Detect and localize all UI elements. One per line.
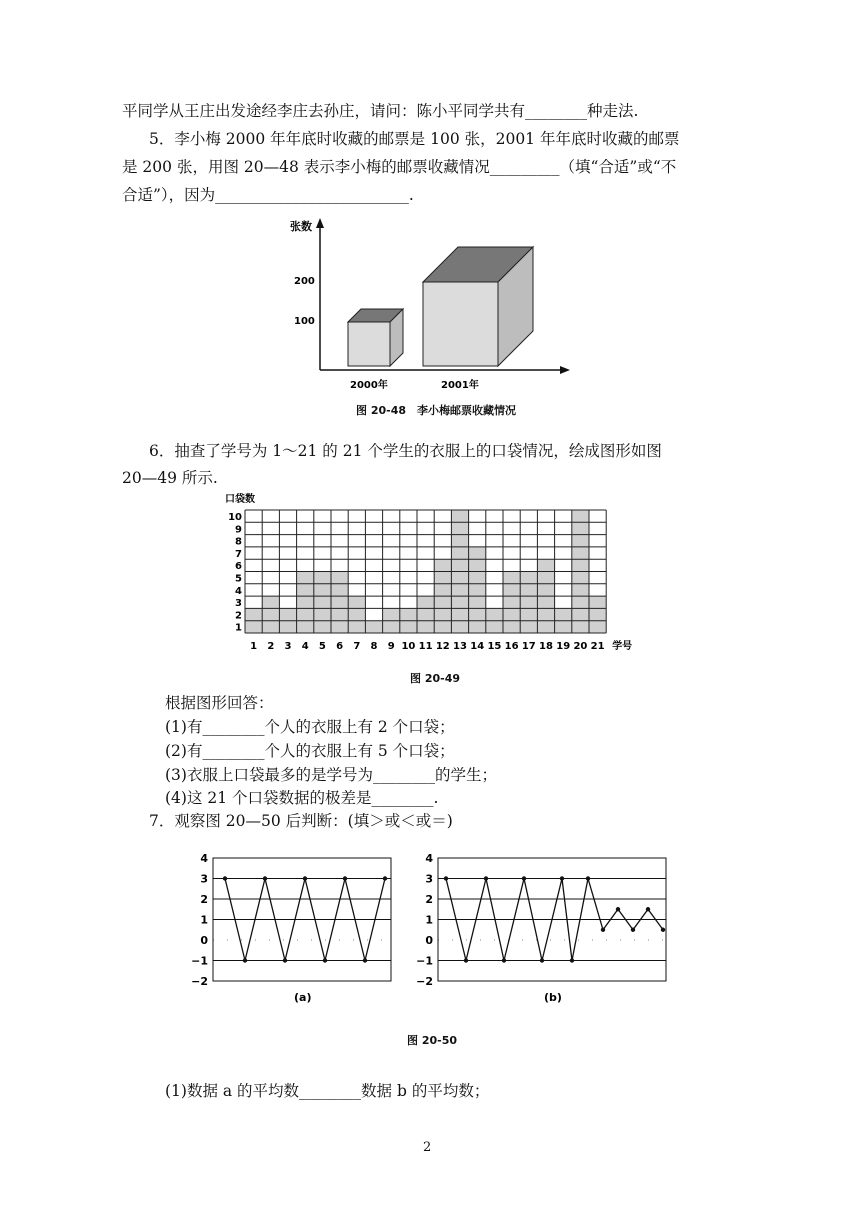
fig49-xtick: 13 bbox=[453, 641, 467, 652]
fig49-caption: 图 20-49 bbox=[410, 672, 461, 685]
text-line-2: 5．李小梅 2000 年年底时收藏的邮票是 100 张，2001 年年底时收藏的邮票 bbox=[149, 130, 680, 148]
text-line-12: 7．观察图 20—50 后判断：(填＞或＜或＝) bbox=[149, 812, 453, 830]
fig50-point bbox=[484, 876, 488, 880]
fig50-point bbox=[540, 958, 544, 962]
fig50-ytick: −2 bbox=[416, 975, 433, 988]
fig49-xlabel: 学号 bbox=[612, 641, 633, 652]
fig49-xtick: 12 bbox=[435, 641, 450, 652]
fig48-ytick: 100 bbox=[294, 316, 315, 327]
fig50-ytick: 3 bbox=[200, 872, 208, 886]
fig50-point bbox=[631, 928, 635, 932]
fig49-xtick: 21 bbox=[590, 641, 605, 652]
page-number: 2 bbox=[423, 1140, 432, 1155]
text-line-1: 平同学从王庄出发途经李庄去孙庄，请问：陈小平同学共有________种走法. bbox=[122, 102, 639, 120]
fig49-xtick: 3 bbox=[284, 641, 292, 652]
text-line-9: (2)有________个人的衣服上有 5 个口袋； bbox=[165, 742, 455, 760]
fig49-ytick: 6 bbox=[235, 561, 242, 573]
fig49-xtick: 19 bbox=[556, 641, 571, 652]
fig50-point bbox=[343, 876, 347, 880]
fig50-ytick: −1 bbox=[191, 954, 208, 968]
fig50-point bbox=[464, 958, 468, 962]
fig50-point bbox=[444, 876, 448, 880]
fig50-ytick: 1 bbox=[425, 913, 433, 927]
fig48-ytick: 200 bbox=[294, 276, 315, 287]
text-line-4: 合适”），因为_________________________. bbox=[122, 186, 414, 204]
fig49-ytick: 3 bbox=[235, 598, 242, 610]
fig49-xtick: 18 bbox=[539, 641, 553, 652]
fig50-point bbox=[283, 958, 287, 962]
text-line-8: (1)有________个人的衣服上有 2 个口袋； bbox=[165, 718, 455, 736]
fig50-point bbox=[601, 928, 605, 932]
fig48-ylabel: 张数 bbox=[290, 220, 312, 233]
fig50-point bbox=[560, 876, 564, 880]
fig50-ytick: 2 bbox=[200, 893, 208, 906]
fig50-point bbox=[661, 928, 665, 932]
fig50-ytick: 2 bbox=[425, 893, 433, 906]
fig50-point bbox=[383, 876, 387, 880]
text-line-10: (3)衣服上口袋最多的是学号为________的学生； bbox=[165, 766, 497, 784]
fig50-ytick: −2 bbox=[191, 975, 208, 988]
fig49-xtick: 1 bbox=[250, 641, 258, 652]
fig50-panel-label: (b) bbox=[544, 991, 562, 1004]
fig49-bar bbox=[314, 572, 331, 634]
fig50-point bbox=[303, 876, 307, 880]
fig48-bar-front bbox=[423, 282, 498, 366]
fig49-bar bbox=[589, 596, 606, 633]
fig50-point bbox=[522, 876, 526, 880]
fig50-ytick: 3 bbox=[425, 872, 433, 886]
fig49-xtick: 10 bbox=[401, 641, 416, 652]
fig50-point bbox=[586, 876, 590, 880]
fig49-bar bbox=[417, 596, 434, 633]
fig49-ytick: 9 bbox=[235, 524, 242, 536]
text-line-11: (4)这 21 个口袋数据的极差是________. bbox=[165, 789, 439, 807]
fig49-ytick: 1 bbox=[235, 622, 242, 634]
fig49-bar bbox=[331, 572, 348, 634]
text-line-13: (1)数据 a 的平均数________数据 b 的平均数； bbox=[165, 1082, 490, 1100]
fig49-ytick: 10 bbox=[228, 512, 242, 523]
fig49-ylabel: 口袋数 bbox=[225, 494, 255, 505]
fig49-chart bbox=[225, 488, 645, 658]
fig49-xtick: 6 bbox=[336, 641, 344, 652]
fig50-ytick: 4 bbox=[200, 852, 208, 865]
fig50-ytick: −1 bbox=[416, 954, 433, 968]
fig49-xtick: 9 bbox=[387, 641, 395, 652]
fig48-xtick: 2001年 bbox=[441, 380, 479, 391]
text-line-6: 20—49 所示. bbox=[122, 469, 218, 487]
fig49-xtick: 15 bbox=[487, 641, 502, 652]
text-line-3: 是 200 张，用图 20—48 表示李小梅的邮票收藏情况_________（填“合适”或“不 bbox=[122, 158, 677, 176]
fig49-bar bbox=[520, 572, 537, 634]
fig49-bar bbox=[503, 572, 520, 634]
text-line-5: 6．抽查了学号为 1～21 的 21 个学生的衣服上的口袋情况，绘成图形如图 bbox=[149, 442, 662, 460]
fig50-point bbox=[502, 958, 506, 962]
fig48-bar-front bbox=[348, 322, 390, 366]
fig50-point bbox=[570, 958, 574, 962]
fig49-xtick: 11 bbox=[418, 641, 433, 652]
fig50-caption: 图 20-50 bbox=[407, 1034, 458, 1047]
fig50-point bbox=[323, 958, 327, 962]
fig50-point bbox=[363, 958, 367, 962]
fig49-bar bbox=[297, 572, 314, 634]
fig49-xtick: 14 bbox=[470, 641, 485, 652]
fig50-point bbox=[646, 907, 650, 911]
fig50-ytick: 0 bbox=[200, 934, 208, 947]
fig48-xtick: 2000年 bbox=[350, 380, 388, 391]
fig48-caption: 图 20-48 李小梅邮票收藏情况 bbox=[356, 404, 517, 417]
fig50-point bbox=[223, 876, 227, 880]
fig49-xtick: 7 bbox=[353, 641, 361, 652]
fig49-xtick: 16 bbox=[504, 641, 519, 652]
fig49-xtick: 4 bbox=[301, 641, 309, 652]
fig50-panel-b bbox=[416, 850, 665, 1020]
fig49-ytick: 5 bbox=[235, 573, 242, 585]
fig50-panel-a bbox=[191, 850, 410, 1020]
fig49-ytick: 4 bbox=[235, 585, 242, 597]
fig50-point bbox=[616, 907, 620, 911]
fig49-bar bbox=[262, 596, 279, 633]
fig49-bar bbox=[348, 596, 365, 633]
fig50-ytick: 4 bbox=[425, 852, 433, 865]
fig50-ytick: 1 bbox=[200, 913, 208, 927]
fig50-point bbox=[263, 876, 267, 880]
fig49-bar bbox=[469, 547, 486, 633]
fig49-xtick: 2 bbox=[267, 641, 275, 652]
text-line-7: 根据图形回答： bbox=[165, 694, 274, 712]
fig49-ytick: 7 bbox=[235, 548, 242, 560]
fig50-point bbox=[243, 958, 247, 962]
fig50-panel-label: (a) bbox=[294, 991, 312, 1004]
fig49-bar bbox=[365, 621, 382, 633]
fig48-chart bbox=[280, 210, 580, 400]
fig49-xtick: 8 bbox=[370, 641, 378, 652]
fig49-ytick: 8 bbox=[235, 536, 242, 548]
fig49-xtick: 5 bbox=[318, 641, 326, 652]
fig49-xtick: 20 bbox=[573, 641, 588, 652]
fig50-ytick: 0 bbox=[425, 934, 433, 947]
fig49-ytick: 2 bbox=[235, 610, 242, 622]
fig49-xtick: 17 bbox=[521, 641, 536, 652]
